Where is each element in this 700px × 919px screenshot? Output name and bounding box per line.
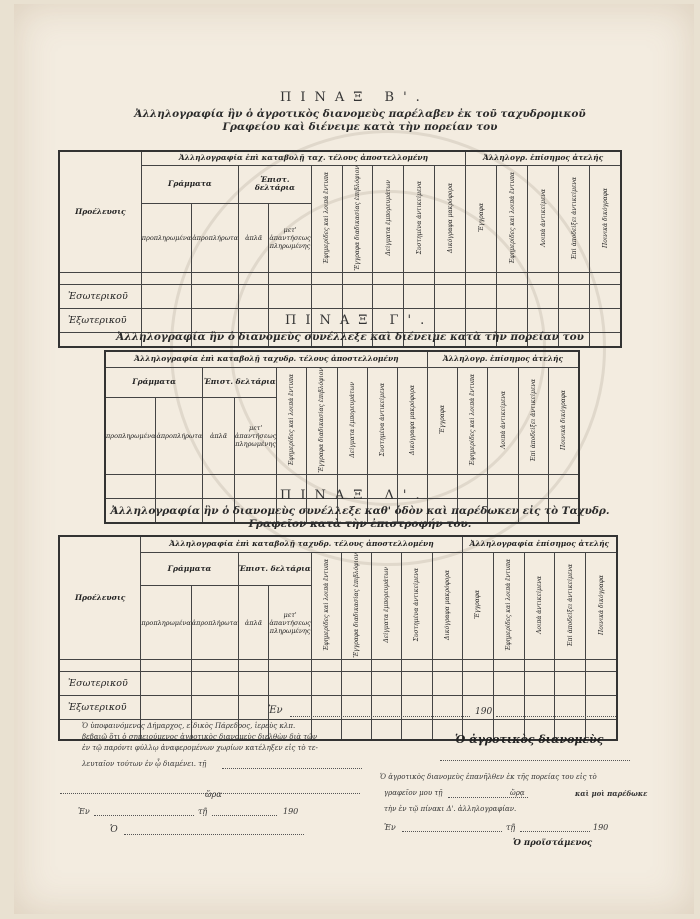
paid-mail-header: Ἀλληλογραφία ἐπὶ καταβολῇ ταχυδρ. τέλους ἀποστελλομένη [105, 351, 427, 367]
cards-header: Ἐπιστ. δελτάρια [203, 367, 277, 398]
place-field[interactable] [290, 716, 470, 717]
official-free-mail-header: Ἀλληλογρ. ἐπίσημος ἀτελής [427, 351, 579, 367]
cards-header: Ἐπιστ. δελτάρια [239, 165, 312, 204]
col-printed: Ἐφημερίδες καὶ λοιπὰ ἔντυπα [311, 165, 342, 273]
col-newspapers: Ἐφημερίδες καὶ λοιπὰ ἔντυπα [458, 367, 488, 475]
col-unpaid: ἀπροπλήρωτα [156, 398, 203, 475]
col-penal: Ποινικὰ δικόγραφα [549, 367, 579, 475]
proeleusis-header: Προέλευσις [59, 151, 141, 273]
col-docs: Ἔγγραφα [462, 552, 493, 660]
col-business: Ἔγγραφα διαδικασίας ἐπιβλόφιον [307, 367, 337, 475]
col-prepaid: προπληρωμένα [141, 585, 191, 659]
cert-year-label: 190 [283, 807, 299, 816]
col-prepaid: προπληρωμένα [141, 204, 191, 273]
year-label: 190 [475, 707, 493, 717]
col-prepaid: προπληρωμένα [105, 398, 156, 475]
col-newspapers: Ἐφημερίδες καὶ λοιπὰ ἔντυπα [497, 165, 528, 273]
distributor-signature-field[interactable] [440, 760, 630, 761]
row-label-exterior: Ἐξωτερικοῦ [59, 309, 141, 333]
col-parcels: Δικόγραφα μακρόφορα [435, 165, 466, 273]
return-line-2a: γραφεῖον μου τῇ [384, 789, 443, 797]
letters-header: Γράμματα [141, 165, 238, 204]
col-reply: μετ' ἀπαντήσεως πληρωμένης [269, 585, 311, 659]
return-year-label: 190 [593, 823, 609, 832]
col-printed: Ἐφημερίδες καὶ λοιπὰ ἔντυπα [277, 367, 307, 475]
cert-line-2: βεβαιῶ ὅτι ὁ σημειούμενος ἀγροτικὸς διανομεὺς διελθὼν διὰ τῶν [82, 733, 318, 741]
table-b-title: ΠΙΝΑΞ Β'. [280, 90, 429, 105]
cert-day-label: τῇ [198, 807, 208, 816]
cert-date-field[interactable] [212, 815, 277, 816]
paid-mail-header: Ἀλληλογραφία ἐπὶ καταβολῇ ταχ. τέλους ἀποστελλομένη [141, 151, 465, 165]
col-docs: Ἔγγραφα [466, 165, 497, 273]
return-place-field[interactable] [402, 831, 502, 832]
col-unpaid: ἀπροπλήρωτα [192, 204, 239, 273]
col-samples: Δείγματα ἐμπορευμάτων [337, 367, 367, 475]
paid-mail-header: Ἀλληλογραφία ἐπὶ καταβολῇ ταχυδρ. τέλους ἀποστελλομένη [141, 536, 462, 552]
row-label-interior: Ἐσωτερικοῦ [59, 672, 141, 696]
row-label-interior: Ἐσωτερικοῦ [59, 285, 141, 309]
official-free-mail-header: Ἀλληλογρ. ἐπίσημος ἀτελής [466, 151, 621, 165]
col-objects: Λοιπὰ ἀντικείμενα [488, 367, 518, 475]
return-line-1: Ὁ ἀγροτικὸς διανομεὺς ἐπανῆλθεν ἐκ τῆς πορείας του εἰς τὸ [380, 773, 597, 781]
return-day-label: τῇ [506, 823, 516, 832]
cert-place-label: Ἐν [78, 807, 90, 816]
table-d-title: ΠΙΝΑΞ Δ'. [280, 488, 429, 503]
col-docs: Ἔγγραφα [427, 367, 457, 475]
cert-day-field[interactable] [222, 768, 362, 769]
table-d-caption: Ἀλληλογραφία ἣν ὁ διανομεὺς συνέλλεξε καθ' ὁδὸν καὶ παρέδωκεν εἰς τὸ Ταχυδρ. Γραφεῖον κατὰ τὴν ἐπιστροφήν του. [110, 505, 610, 530]
letters-header: Γράμματα [105, 367, 203, 398]
col-objects: Λοιπὰ ἀντικείμενα [528, 165, 559, 273]
col-receipt: Ἐπὶ ἀποδείξει ἀντικείμενα [518, 367, 548, 475]
col-samples: Δείγματα ἐμπορευμάτων [373, 165, 404, 273]
return-day-field[interactable] [448, 797, 528, 798]
cert-hour-label: ὥρα [205, 790, 222, 799]
proeleusis-header: Προέλευσις [59, 536, 141, 660]
table-d [58, 535, 618, 741]
row-label-exterior: Ἐξωτερικοῦ [59, 696, 141, 720]
table-c-caption: Ἀλληλογραφία ἣν ὁ διανομεὺς συνέλλεξε καὶ διένειμε κατὰ τὴν πορείαν του [116, 331, 584, 343]
col-samples: Δείγματα ἐμπορευμάτων [372, 552, 402, 660]
distributor-signature-label: Ὁ ἀγροτικὸς διανομεὺς [455, 733, 604, 746]
col-parcels: Δικόγραφα μακρόφορα [397, 367, 427, 475]
cert-place-field[interactable] [94, 815, 194, 816]
return-date-field[interactable] [520, 831, 590, 832]
cards-header: Ἐπιστ. δελτάρια [238, 552, 311, 585]
col-simple: ἁπλᾶ [239, 204, 269, 273]
cert-line-3: ἐν τῷ παρόντι φύλλῳ ἀναφερομένων χωρίων κατέληξεν εἰς τὸ τε- [82, 744, 318, 752]
return-line-2c: καὶ μοὶ παρέδωκε [575, 789, 648, 798]
col-printed: Ἐφημερίδες καὶ λοιπὰ ἔντυπα [311, 552, 341, 660]
col-receipt: Ἐπὶ ἀποδείξει ἀντικείμενα [559, 165, 590, 273]
return-line-3: τὴν ἐν τῷ πίνακι Δ'. ἀλληλογραφίαν. [384, 805, 517, 813]
return-line-2b: ὥρᾳ [510, 789, 525, 797]
table-b-caption: Ἀλληλογραφία ἣν ὁ ἀγροτικὸς διανομεὺς παρέλαβεν ἐκ τοῦ ταχυδρομικοῦ Γραφείου καὶ διένειμε κατὰ τὴν πορείαν του [134, 108, 586, 133]
col-registered: Συστημένα ἀντικείμενα [367, 367, 397, 475]
letters-header: Γράμματα [141, 552, 238, 585]
col-parcels: Δικόγραφα μακρόφορα [432, 552, 462, 660]
col-reply: μετ' ἀπαντήσεως πληρωμένης [234, 398, 276, 475]
table-row [59, 285, 621, 309]
col-objects: Λοιπὰ ἀντικείμενα [524, 552, 555, 660]
official-free-mail-header: Ἀλληλογραφία ἐπίσημος ἀτελής [462, 536, 617, 552]
col-registered: Συστημένα ἀντικείμενα [404, 165, 435, 273]
col-unpaid: ἀπροπλήρωτα [191, 585, 238, 659]
col-business: Ἔγγραφα διαδικασίας ἐπιβλόφιον [342, 165, 373, 273]
col-receipt: Ἐπὶ ἀποδείξει ἀντικείμενα [555, 552, 586, 660]
table-row [59, 672, 617, 696]
table-c-title: ΠΙΝΑΞ Γ'. [285, 313, 434, 328]
year-field[interactable] [496, 716, 616, 717]
return-place-label: Ἐν [384, 823, 396, 832]
col-newspapers: Ἐφημερίδες καὶ λοιπὰ ἔντυπα [493, 552, 524, 660]
cert-line-4: λευταῖον τούτων ἐν ᾧ διαμένει. τῇ [82, 760, 207, 768]
place-label: Ἐν [268, 705, 283, 716]
col-registered: Συστημένα ἀντικείμενα [402, 552, 432, 660]
col-penal: Ποινικὰ δικόγραφα [590, 165, 621, 273]
cert-signatory-label: Ὁ [110, 825, 118, 835]
cert-signatory-field[interactable] [124, 834, 304, 835]
col-reply: μετ' ἀπαντήσεως πληρωμένης [269, 204, 311, 273]
chief-signature-label: Ὁ προϊστάμενος [513, 838, 593, 848]
cert-line-1: Ὁ ὑποφαινόμενος Δήμαρχος, εἰδικὸς Πάρεδρος, ἱερεὺς κλπ. [82, 722, 296, 730]
col-simple: ἁπλᾶ [203, 398, 235, 475]
col-business: Ἔγγραφα διαδικασίας ἐπιβλόφιον [341, 552, 371, 660]
col-penal: Ποινικὰ δικόγραφα [586, 552, 617, 660]
col-simple: ἁπλᾶ [238, 585, 269, 659]
